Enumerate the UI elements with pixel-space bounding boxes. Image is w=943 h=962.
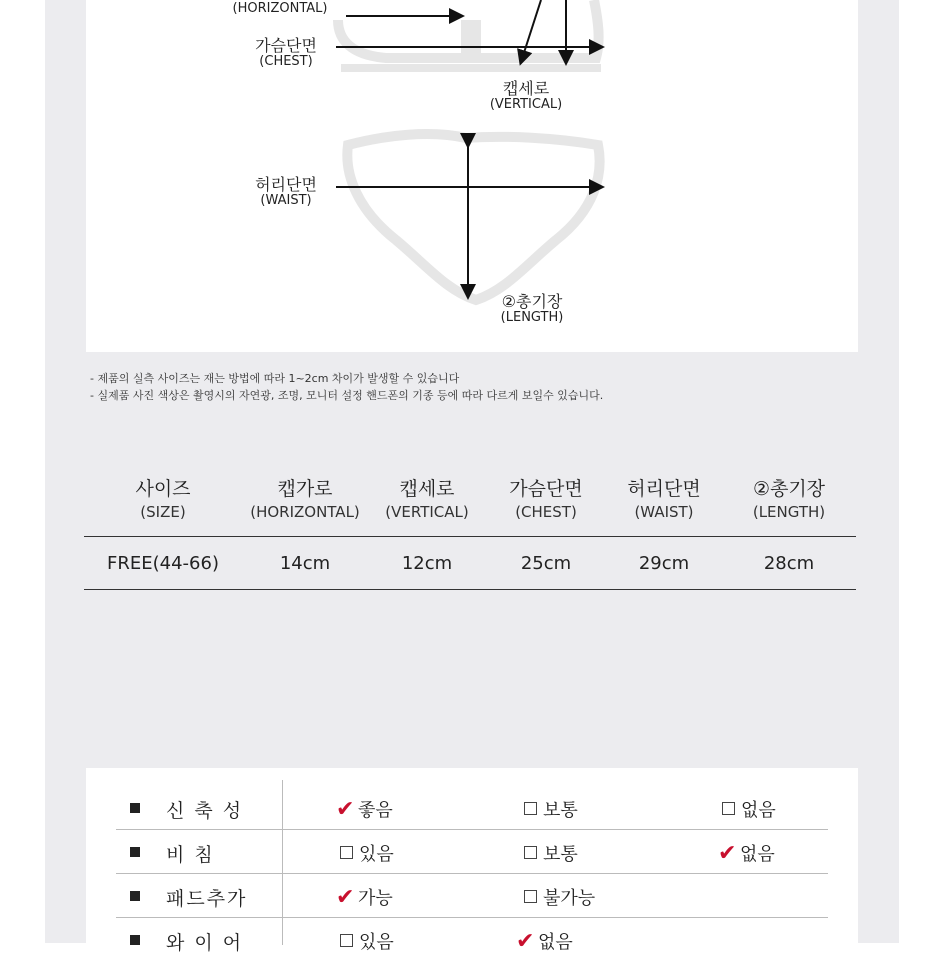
vertical-label [466,80,586,113]
waist-label-en: (WAIST) [260,193,312,209]
length-label [482,293,582,326]
option-checked: ✔ 없음 [516,929,573,954]
horizontal-label [220,2,340,17]
checkbox-icon [340,846,353,859]
header-length: ②총기장 (LENGTH) [752,478,826,521]
check-icon: ✔ [336,885,355,910]
property-name: 비 침 [166,844,215,866]
panty-outline [347,134,599,300]
cell-chest: 25cm [520,552,572,574]
check-icon: ✔ [336,797,355,822]
property-name: 와 이 어 [166,932,244,954]
bullet-icon [130,891,140,901]
length-label-en: (LENGTH) [500,310,564,326]
checkbox-icon [524,802,537,815]
table-row [84,537,856,590]
measurement-diagram-svg [86,0,858,352]
property-panel [86,768,858,954]
option-unchecked: 보통 [524,796,578,822]
option-checked: ✔ 가능 [336,885,393,910]
check-icon: ✔ [516,929,535,954]
property-name: 패드추가 [166,888,248,910]
checkbox-icon [340,934,353,947]
header-vertical: 캡세로 (VERTICAL) [385,478,469,521]
size-table-header [84,470,856,537]
vertical-label-en: (VERTICAL) [489,97,563,113]
bullet-icon [130,803,140,813]
waist-label [236,176,336,209]
chest-label [236,37,336,70]
property-row-wire [86,918,858,962]
option-unchecked: 보통 [524,840,578,866]
checkbox-icon [524,846,537,859]
chest-label-ko: 가슴단면 [255,36,317,55]
chest-label-en: (CHEST) [259,54,313,70]
option-checked: ✔ 좋음 [336,797,393,822]
horizontal-label-en: (HORIZONTAL) [232,1,328,16]
option-checked: ✔ 없음 [718,841,775,866]
option-unchecked: 있음 [340,928,394,954]
length-label-ko: ②총기장 [501,292,563,311]
checkbox-icon [524,890,537,903]
property-name: 신 축 성 [166,800,244,822]
cell-horizontal: 14cm [279,552,331,574]
vertical-label-ko: 캡세로 [502,79,550,98]
check-icon: ✔ [718,841,737,866]
cell-waist: 29cm [638,552,690,574]
size-notes [90,370,603,404]
bullet-icon [130,935,140,945]
cell-size: FREE(44-66) [107,552,219,574]
checkbox-icon [722,802,735,815]
cell-length: 28cm [763,552,815,574]
header-waist: 허리단면 (WAIST) [627,478,701,521]
property-row-stretch [86,786,858,830]
size-diagram [86,0,858,352]
bullet-icon [130,847,140,857]
header-horizontal: 캡가로 (HORIZONTAL) [250,478,360,521]
header-chest: 가슴단면 (CHEST) [509,478,583,521]
bra-cup-left-outline [338,20,466,58]
option-unchecked: 있음 [340,840,394,866]
option-unchecked: 없음 [722,796,776,822]
vertical-arrow [521,0,541,62]
cell-vertical: 12cm [401,552,453,574]
property-row-sheer [86,830,858,874]
note-line: - 제품의 실측 사이즈는 재는 방법에 따라 1~2cm 차이가 발생할 수 있습니다 [90,372,460,385]
note-line: - 실제품 사진 색상은 촬영시의 자연광, 조명, 모니터 설정 핸드폰의 기종 등에 따라 다르게 보일수 있습니다. [90,389,604,402]
header-size: 사이즈 (SIZE) [135,478,191,521]
size-table [84,470,856,590]
property-row-pad [86,874,858,918]
option-unchecked: 불가능 [524,884,595,910]
waist-label-ko: 허리단면 [255,175,317,194]
